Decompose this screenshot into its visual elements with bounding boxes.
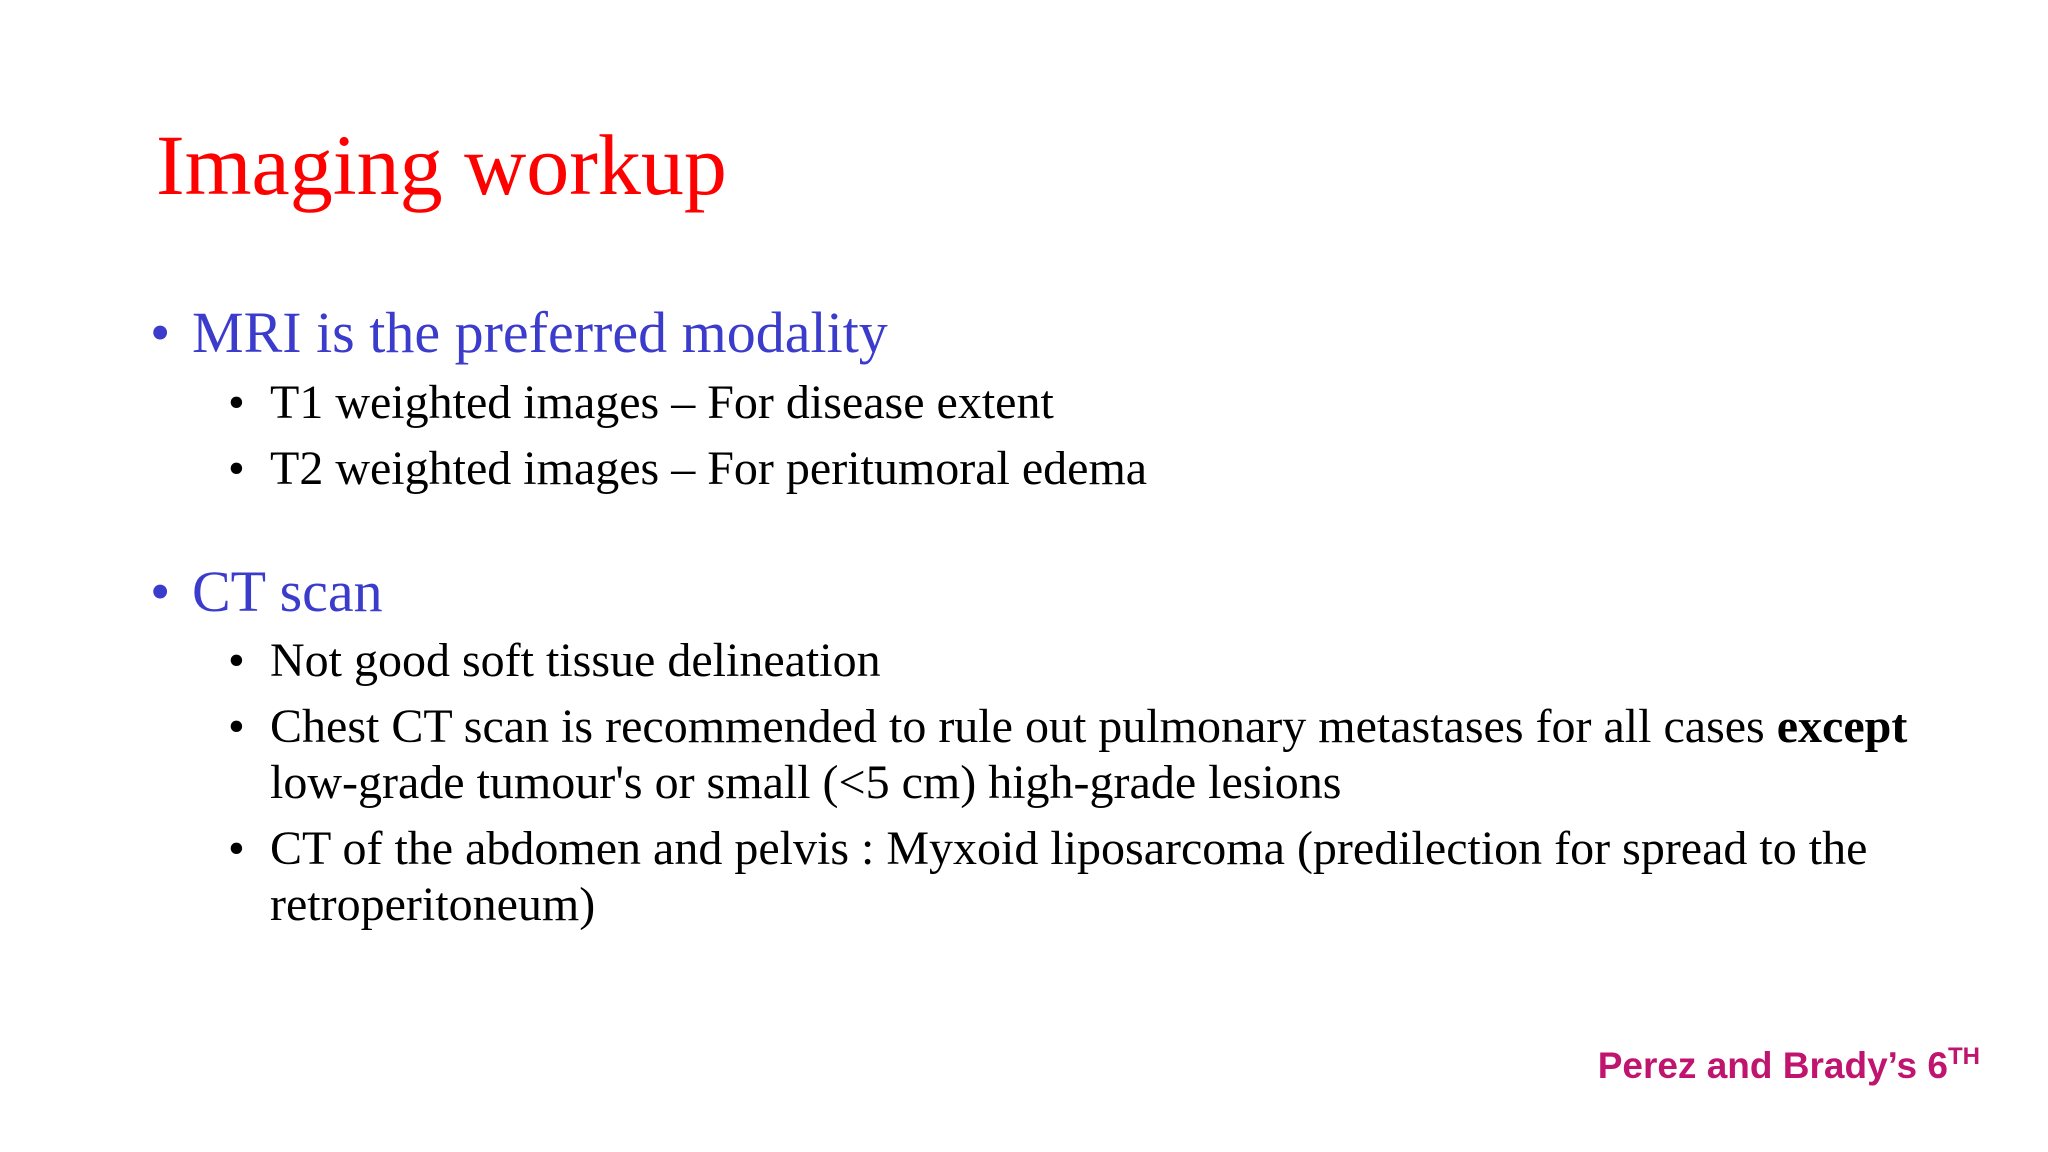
citation-superscript: TH — [1948, 1043, 1980, 1070]
list-item — [228, 633, 1930, 689]
source-citation — [1598, 1043, 1980, 1087]
slide-body — [150, 300, 1930, 995]
section-ct — [150, 559, 1930, 934]
citation-text: Perez and Brady’s 6 — [1597, 1045, 1948, 1086]
bullet-icon: • — [228, 700, 245, 754]
list-item-text-end: low-grade tumour's or small (<5 cm) high-grade lesions — [270, 756, 1342, 810]
bullet-icon: • — [228, 634, 245, 688]
list-item-text-start: Chest CT scan is recommended to rule out pulmonary metastases for all cases — [270, 700, 1777, 754]
bullet-icon: • — [228, 441, 245, 495]
bullet-icon: • — [150, 300, 171, 365]
heading-text: CT scan — [192, 558, 383, 624]
list-item-text: Not good soft tissue delineation — [270, 634, 881, 688]
list-item — [228, 375, 1930, 431]
list-item — [228, 821, 1930, 933]
slide-title: Imaging workup — [156, 117, 727, 213]
ct-sublist — [150, 633, 1930, 933]
mri-sublist — [150, 375, 1930, 497]
heading-text: MRI is the preferred modality — [192, 300, 888, 365]
list-item-text: T1 weighted images – For disease extent — [270, 375, 1054, 429]
bullet-heading-ct — [150, 559, 1930, 626]
list-item — [228, 441, 1930, 497]
list-item — [228, 699, 1930, 811]
bullet-heading-mri — [150, 300, 1930, 367]
emphasis-except: except — [1776, 700, 1908, 754]
list-item-text: T2 weighted images – For peritumoral edema — [270, 441, 1148, 495]
bullet-icon: • — [228, 375, 245, 429]
section-mri — [150, 300, 1930, 497]
bullet-icon: • — [228, 822, 245, 876]
bullet-icon: • — [150, 558, 171, 624]
list-item-text: CT of the abdomen and pelvis : Myxoid liposarcoma (predilection for spread to the retroperitoneum) — [270, 822, 1868, 932]
